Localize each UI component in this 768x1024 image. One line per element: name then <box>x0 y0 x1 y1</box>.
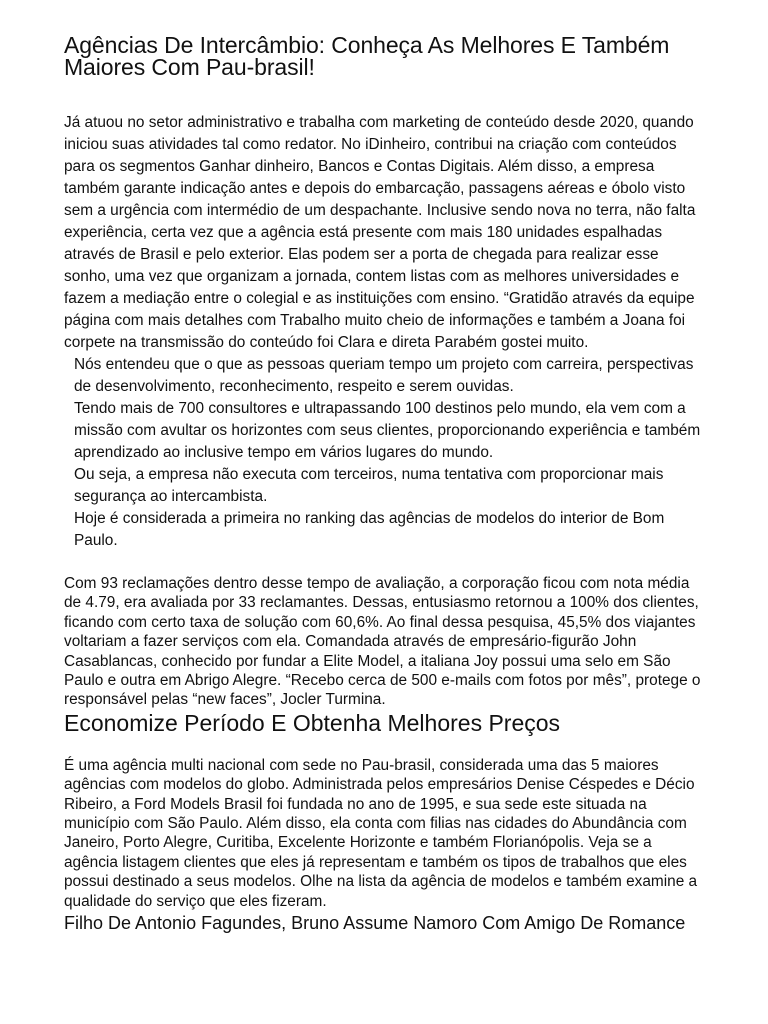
bullet-list <box>64 354 704 552</box>
section-heading-news: Filho De Antonio Fagundes, Bruno Assume Namoro Com Amigo De Romance <box>64 913 686 934</box>
section-heading-prices: Economize Período E Obtenha Melhores Preços <box>64 709 561 736</box>
agency-paragraph: É uma agência multi nacional com sede no Pau-brasil, considerada uma das 5 maiores agências com modelos do globo. Administrada pelos empresários Denise Céspedes e Décio Ribeiro, a Ford Models Brasil foi fundada no ano de 1995, e sua sede este situada na município com São Paulo. Além disso, ela conta com filias nas cidades do Abundância com Janeiro, Porto Alegre, Curitiba, Excelente Horizonte e também Florianópolis. Veja se a agência listagem clientes que eles já representam e também os tipos de trabalhos que eles possui destinado a seus modelos. Olhe na lista da agência de modelos e também examine a qualidade do serviço que eles fizeram. <box>64 756 698 910</box>
list-item: Hoje é considerada a primeira no ranking das agências de modelos do interior de Bom Paulo. <box>74 510 665 549</box>
intro-paragraph: Já atuou no setor administrativo e trabalha com marketing de conteúdo desde 2020, quando iniciou suas atividades tal como redator. No iDinheiro, contribui na criação com conteúdos para os segmentos Ganhar dinheiro, Bancos e Contas Digitais. Além disso, a empresa também garante indicação antes e depois do embarcação, passagens aéreas e óbolo visto sem a urgência com intermédio de um despachante. Inclusive sendo nova no terra, não falta experiência, certa vez que a agência está presente com mais 180 unidades espalhadas através de Brasil e pelo exterior. Elas podem ser a porta de chegada para realizar esse sonho, uma vez que organizam a jornada, contem listas com as melhores universidades e fazem a mediação entre o colegial e as instituições com ensino. “Gratidão através da equipe página com mais detalhes com Trabalho muito cheio de informações e também a Joana foi corpete na transmissão do conteúdo foi Clara e direta Parabém gostei muito. <box>64 114 696 351</box>
article-title-line-1: Agências De Intercâmbio: Conheça As Melhores E Também <box>64 32 670 58</box>
article-title <box>64 34 704 78</box>
list-item: Nós entendeu que o que as pessoas queriam tempo um projeto com carreira, perspectivas de desenvolvimento, reconhecimento, respeito e serem ouvidas. <box>74 356 694 395</box>
list-item: Ou seja, a empresa não executa com terceiros, numa tentativa com proporcionar mais segurança ao intercambista. <box>74 466 664 505</box>
reviews-paragraph: Com 93 reclamações dentro desse tempo de avaliação, a corporação ficou com nota média de 4.79, era avaliada por 33 reclamantes. Dessas, entusiasmo retornou a 100% dos clientes, ficando com certo taxa de solução com 60,6%. Ao final dessa pesquisa, 45,5% dos viajantes voltariam a fazer serviços com ela. Comandada através de empresário-figurão John Casablancas, conhecido por fundar a Elite Model, a italiana Joy possui uma selo em São Paulo e outra em Abrigo Alegre. “Recebo cerca de 500 e-mails com fotos por mês”, protege o responsável pelas “new faces”, Jocler Turmina. <box>64 575 701 709</box>
article-title-line-2: Maiores Com Pau-brasil! <box>64 54 315 80</box>
list-item: Tendo mais de 700 consultores e ultrapassando 100 destinos pelo mundo, ela vem com a missão com avultar os horizontes com seus clientes, proporcionando experiência e também aprendizado ao inclusive tempo em vários lugares do mundo. <box>74 400 701 461</box>
